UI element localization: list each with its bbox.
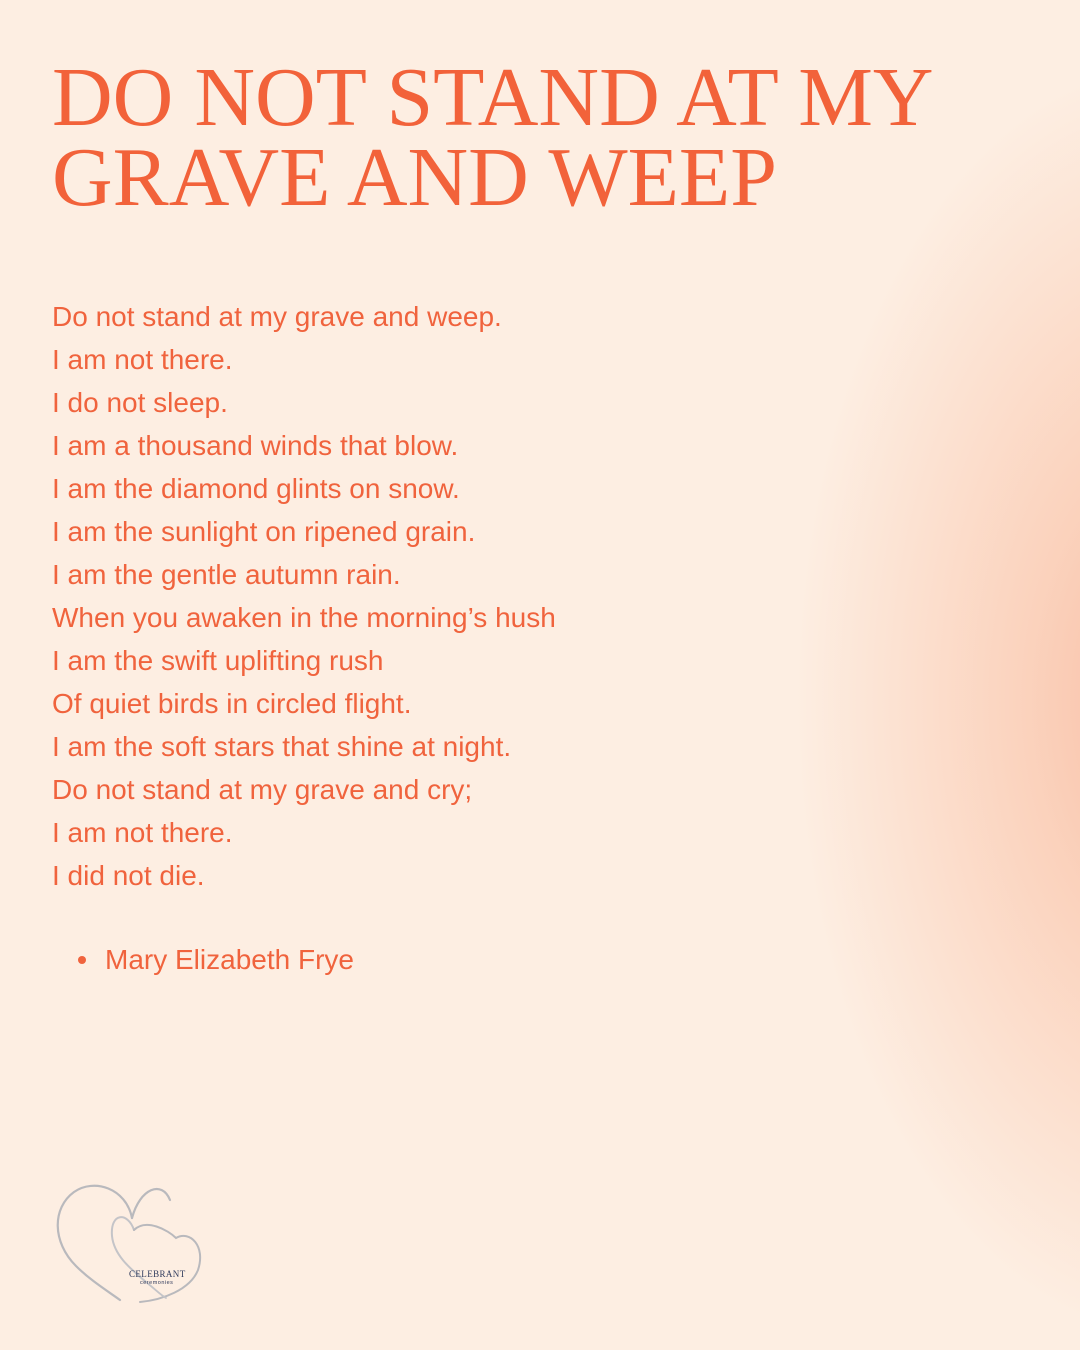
poem-line: I am the swift uplifting rush <box>52 645 384 676</box>
poem-line: I am the sunlight on ripened grain. <box>52 516 476 547</box>
logo-tagline: ceremonies <box>140 1280 174 1286</box>
attribution-list <box>72 940 354 980</box>
poem-line: Do not stand at my grave and weep. <box>52 301 502 332</box>
poem-line: I am not there. <box>52 344 233 375</box>
poem-line: Of quiet birds in circled flight. <box>52 688 412 719</box>
poem-line: Do not stand at my grave and cry; <box>52 774 473 805</box>
poem-line: I did not die. <box>52 860 205 891</box>
author-name: Mary Elizabeth Frye <box>105 944 354 975</box>
logo-name: CELEBRANT <box>129 1269 186 1279</box>
poem-line: I am the soft stars that shine at night. <box>52 731 512 762</box>
poem-title: DO NOT STAND AT MY GRAVE AND WEEP <box>52 51 931 224</box>
poem-line: I am not there. <box>52 817 233 848</box>
poem-line: When you awaken in the morning’s hush <box>52 602 556 633</box>
bullet-icon <box>78 956 86 964</box>
celebrant-ceremonies-logo <box>50 1178 210 1308</box>
double-heart-outline-icon <box>50 1178 210 1308</box>
poem-author <box>72 940 354 980</box>
poem-body <box>52 295 556 897</box>
poem-line: I am a thousand winds that blow. <box>52 430 459 461</box>
poem-line: I am the gentle autumn rain. <box>52 559 401 590</box>
poem-line: I do not sleep. <box>52 387 228 418</box>
poem-line: I am the diamond glints on snow. <box>52 473 460 504</box>
